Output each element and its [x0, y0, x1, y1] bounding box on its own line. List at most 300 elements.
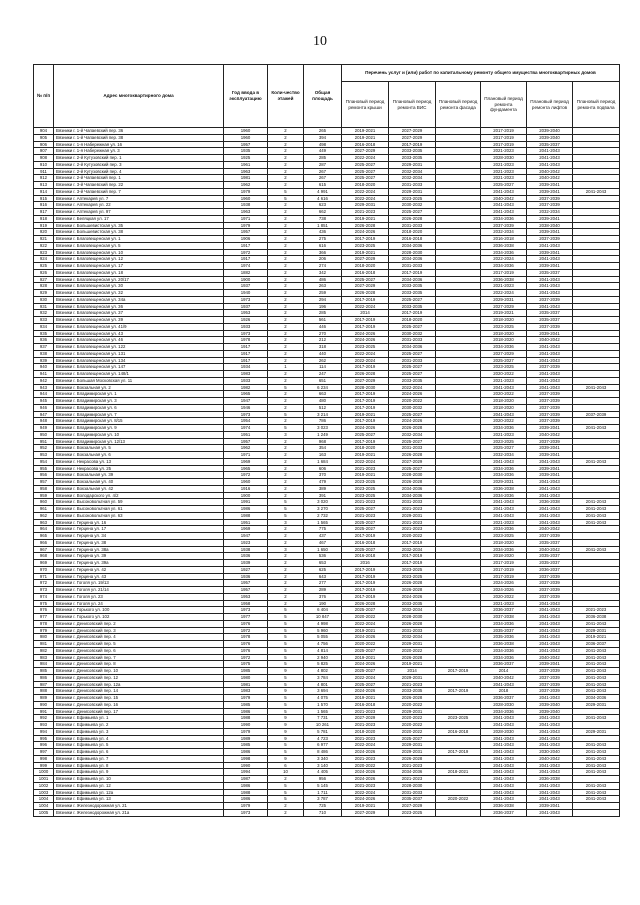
header-basement: Плановый период ремонта подвала — [573, 82, 620, 128]
cell-basement: 2041-2043 — [573, 789, 620, 796]
cell-area: 391 — [304, 492, 342, 499]
cell-vis: 2033-2035 — [389, 377, 436, 384]
cell-address: Вязники г. Владимирская ул. 3 — [54, 398, 224, 405]
cell-num: 970 — [34, 566, 54, 573]
cell-roof: 2016-2018 — [342, 141, 389, 148]
cell-lift: 2037-2039 — [527, 573, 573, 580]
cell-area: 738 — [304, 215, 342, 222]
cell-facade — [436, 425, 481, 432]
cell-num: 937 — [34, 344, 54, 351]
table-row — [34, 546, 620, 553]
cell-lift: 2041-2043 — [527, 290, 573, 297]
table-row — [34, 364, 620, 371]
cell-vis: 2025-2027 — [389, 438, 436, 445]
cell-facade — [436, 202, 481, 209]
cell-num: 976 — [34, 607, 54, 614]
cell-vis: 2021-2023 — [389, 506, 436, 513]
cell-address: Вязники г. Аптекарев ул. 7 — [54, 195, 224, 202]
cell-basement — [573, 357, 620, 364]
cell-num: 1004 — [34, 803, 54, 810]
cell-area: 4 723 — [304, 735, 342, 742]
table-row — [34, 344, 620, 351]
cell-basement — [573, 182, 620, 189]
cell-roof: 2025-2027 — [342, 431, 389, 438]
cell-basement — [573, 290, 620, 297]
cell-facade — [436, 371, 481, 378]
cell-num: 994 — [34, 728, 54, 735]
table-row — [34, 512, 620, 519]
cell-area: 376 — [304, 593, 342, 600]
cell-area: 3 340 — [304, 755, 342, 762]
cell-floors: 5 — [268, 634, 304, 641]
cell-floors: 9 — [268, 728, 304, 735]
cell-vis: 2022-2024 — [389, 384, 436, 391]
cell-floors: 2 — [268, 566, 304, 573]
cell-vis: 2026-2028 — [389, 654, 436, 661]
cell-foundation: 2017-2019 — [481, 573, 527, 580]
cell-area: 10 847 — [304, 614, 342, 621]
cell-num: 928 — [34, 283, 54, 290]
cell-floors: 2 — [268, 222, 304, 229]
cell-foundation: 2021-2023 — [481, 431, 527, 438]
cell-area: 4 998 — [304, 620, 342, 627]
cell-year: 1983 — [224, 371, 268, 378]
cell-vis: 2017-2019 — [389, 310, 436, 317]
table-row — [34, 236, 620, 243]
cell-year: 1979 — [224, 728, 268, 735]
table-row — [34, 438, 620, 445]
cell-year: 1988 — [224, 789, 268, 796]
cell-roof: 2027-2029 — [342, 283, 389, 290]
cell-area: 561 — [304, 317, 342, 324]
cell-vis: 2016-2018 — [389, 236, 436, 243]
cell-foundation: 2041-2043 — [481, 411, 527, 418]
cell-area: 5 145 — [304, 782, 342, 789]
cell-area: 5 960 — [304, 627, 342, 634]
cell-num: 995 — [34, 735, 54, 742]
cell-foundation: 2035-2037 — [481, 627, 527, 634]
cell-facade — [436, 614, 481, 621]
cell-num: 910 — [34, 161, 54, 168]
cell-address: Вязники г. 1-я Набережная ул. 16 — [54, 141, 224, 148]
cell-roof: 2017-2019 — [342, 587, 389, 594]
cell-roof: 2022-2024 — [342, 620, 389, 627]
cell-roof: 2023-2025 — [342, 242, 389, 249]
cell-year: 1990 — [224, 722, 268, 729]
cell-vis: 2028-2030 — [389, 472, 436, 479]
cell-vis: 2034-2036 — [389, 242, 436, 249]
cell-basement: 2041-2043 — [573, 384, 620, 391]
cell-roof: 2024-2026 — [342, 769, 389, 776]
cell-year: 1979 — [224, 803, 268, 810]
cell-lift: 2037-2039 — [527, 236, 573, 243]
cell-floors: 2 — [268, 803, 304, 810]
cell-roof: 2024-2026 — [342, 337, 389, 344]
cell-vis: 2029-2031 — [389, 708, 436, 715]
cell-basement — [573, 418, 620, 425]
cell-basement — [573, 485, 620, 492]
cell-address: Вязники г. Денисовский пер. 2 — [54, 620, 224, 627]
cell-num: 1000 — [34, 769, 54, 776]
cell-basement: 2041-2043 — [573, 458, 620, 465]
cell-area: 267 — [304, 168, 342, 175]
cell-foundation: 2021-2023 — [481, 377, 527, 384]
cell-num: 963 — [34, 519, 54, 526]
cell-basement: 2041-2043 — [573, 749, 620, 756]
cell-year: 1939 — [224, 560, 268, 567]
cell-address: Вязники г. Благовещенская ул. 148/1 — [54, 371, 224, 378]
cell-year: 1969 — [224, 458, 268, 465]
cell-lift: 2041-2043 — [527, 607, 573, 614]
cell-year: 1986 — [224, 782, 268, 789]
cell-vis: 2026-2028 — [389, 755, 436, 762]
table-row — [34, 742, 620, 749]
cell-facade — [436, 323, 481, 330]
cell-facade — [436, 242, 481, 249]
cell-year: 1979 — [224, 222, 268, 229]
cell-foundation: 2036-2038 — [481, 641, 527, 648]
cell-year: 1980 — [224, 674, 268, 681]
cell-area: 5 781 — [304, 728, 342, 735]
table-row — [34, 506, 620, 513]
cell-lift: 2037-2039 — [527, 323, 573, 330]
cell-vis: 2014 — [389, 668, 436, 675]
table-row — [34, 708, 620, 715]
cell-facade — [436, 526, 481, 533]
cell-area: 623 — [304, 202, 342, 209]
cell-num: 942 — [34, 377, 54, 384]
cell-foundation: 2032-2034 — [481, 229, 527, 236]
cell-area: 206 — [304, 256, 342, 263]
header-year: Год ввода в эксплуатацию — [224, 65, 268, 128]
cell-area: 7 731 — [304, 715, 342, 722]
table-row — [34, 796, 620, 803]
cell-roof: 2025-2027 — [342, 276, 389, 283]
cell-foundation: 2036-2038 — [481, 803, 527, 810]
cell-foundation: 2019-2021 — [481, 310, 527, 317]
cell-basement — [573, 492, 620, 499]
cell-num: 929 — [34, 290, 54, 297]
cell-floors: 5 — [268, 789, 304, 796]
cell-foundation: 2023-2025 — [481, 438, 527, 445]
table-row — [34, 681, 620, 688]
cell-floors: 3 — [268, 431, 304, 438]
cell-year: 1976 — [224, 647, 268, 654]
cell-year: 1972 — [224, 654, 268, 661]
table-row — [34, 674, 620, 681]
cell-roof: 2024-2026 — [342, 688, 389, 695]
cell-year: 1976 — [224, 641, 268, 648]
cell-area: 247 — [304, 371, 342, 378]
cell-address: Вязники г. Благовещенская ул. 43 — [54, 330, 224, 337]
table-row — [34, 431, 620, 438]
cell-lift: 2041-2043 — [527, 600, 573, 607]
cell-num: 924 — [34, 256, 54, 263]
cell-roof: 2018-2020 — [342, 182, 389, 189]
cell-roof: 2019-2021 — [342, 803, 389, 810]
cell-lift: 2041-2043 — [527, 283, 573, 290]
cell-num: 948 — [34, 418, 54, 425]
table-row — [34, 479, 620, 486]
table-row — [34, 654, 620, 661]
table-row — [34, 668, 620, 675]
cell-address: Вязники г. Горького ул. 100 — [54, 607, 224, 614]
cell-roof: 2019-2021 — [342, 215, 389, 222]
cell-address: Вязники г. 2-й Чапаевский пер. 1 — [54, 175, 224, 182]
cell-year: 1985 — [224, 701, 268, 708]
cell-foundation: 2041-2043 — [481, 749, 527, 756]
cell-address: Вязники г. Ефимьева ул. 1 — [54, 715, 224, 722]
cell-lift: 2041-2043 — [527, 695, 573, 702]
cell-year: 1982 — [224, 384, 268, 391]
cell-num: 987 — [34, 681, 54, 688]
cell-basement — [573, 330, 620, 337]
cell-num: 974 — [34, 593, 54, 600]
cell-facade — [436, 404, 481, 411]
cell-roof: 2029-2031 — [342, 202, 389, 209]
cell-basement — [573, 587, 620, 594]
cell-facade — [436, 161, 481, 168]
cell-roof: 2022-2024 — [342, 195, 389, 202]
cell-lift: 2035-2037 — [527, 310, 573, 317]
cell-facade — [436, 479, 481, 486]
cell-lift: 2041-2043 — [527, 519, 573, 526]
cell-floors: 5 — [268, 499, 304, 506]
cell-address: Вязники г. Гоголя ул. 19/13 — [54, 580, 224, 587]
cell-num: 964 — [34, 526, 54, 533]
cell-lift: 2037-2039 — [527, 418, 573, 425]
cell-year: 1900 — [224, 492, 268, 499]
cell-lift: 2039-2040 — [527, 708, 573, 715]
cell-lift: 2039-2041 — [527, 425, 573, 432]
cell-facade — [436, 539, 481, 546]
cell-floors: 2 — [268, 337, 304, 344]
cell-lift: 2038-2040 — [527, 222, 573, 229]
cell-num: 955 — [34, 465, 54, 472]
cell-basement: 2041-2043 — [573, 755, 620, 762]
cell-year: 1934 — [224, 364, 268, 371]
cell-num: 966 — [34, 539, 54, 546]
cell-address: Вязники г. Ефимьева ул. 4 — [54, 735, 224, 742]
cell-lift: 2037-2039 — [527, 533, 573, 540]
cell-lift: 2040-2042 — [527, 337, 573, 344]
cell-vis: 2033-2035 — [389, 155, 436, 162]
cell-roof: 2020-2022 — [342, 762, 389, 769]
cell-lift: 2041-2043 — [527, 627, 573, 634]
cell-vis: 2018-2020 — [389, 229, 436, 236]
cell-year: 1957 — [224, 580, 268, 587]
cell-facade — [436, 782, 481, 789]
cell-basement — [573, 708, 620, 715]
cell-address: Вязники г. Гоголя ул. 23 — [54, 593, 224, 600]
cell-facade — [436, 506, 481, 513]
cell-floors: 5 — [268, 695, 304, 702]
cell-facade — [436, 776, 481, 783]
cell-area: 3 784 — [304, 674, 342, 681]
cell-roof: 2022-2024 — [342, 303, 389, 310]
cell-area: 479 — [304, 479, 342, 486]
cell-num: 968 — [34, 553, 54, 560]
cell-lift: 2035-2037 — [527, 539, 573, 546]
cell-facade — [436, 350, 481, 357]
cell-area: 3 020 — [304, 499, 342, 506]
cell-area: 263 — [304, 283, 342, 290]
cell-area: 285 — [304, 155, 342, 162]
cell-lift: 2037-2039 — [527, 404, 573, 411]
cell-vis: 2030-2032 — [389, 404, 436, 411]
cell-roof: 2027-2029 — [342, 809, 389, 816]
cell-area: 1 565 — [304, 519, 342, 526]
cell-basement: 2036-2037 — [573, 641, 620, 648]
cell-year: 1971 — [224, 452, 268, 459]
cell-lift: 2039-2041 — [527, 452, 573, 459]
cell-vis: 2034-2036 — [389, 769, 436, 776]
cell-year: 1900 — [224, 276, 268, 283]
cell-floors: 2 — [268, 303, 304, 310]
cell-year: 1927 — [224, 566, 268, 573]
cell-basement — [573, 229, 620, 236]
cell-num: 939 — [34, 357, 54, 364]
cell-basement: 2034-2036 — [573, 695, 620, 702]
cell-roof: 2022-2024 — [342, 458, 389, 465]
cell-year: 1987 — [224, 776, 268, 783]
cell-basement — [573, 303, 620, 310]
table-row — [34, 776, 620, 783]
table-row — [34, 276, 620, 283]
cell-facade — [436, 209, 481, 216]
cell-roof: 2025-2027 — [342, 519, 389, 526]
cell-facade — [436, 398, 481, 405]
cell-address: Вязники г. Благовещенская ул. 30 — [54, 283, 224, 290]
cell-num: 961 — [34, 506, 54, 513]
cell-area: 4 756 — [304, 641, 342, 648]
cell-floors: 9 — [268, 668, 304, 675]
cell-floors: 2 — [268, 526, 304, 533]
cell-num: 951 — [34, 438, 54, 445]
table-row — [34, 303, 620, 310]
cell-facade — [436, 310, 481, 317]
cell-roof: 2019-2021 — [342, 411, 389, 418]
cell-year: 1972 — [224, 249, 268, 256]
cell-foundation: 2035-2036 — [481, 634, 527, 641]
cell-facade — [436, 674, 481, 681]
cell-area: 196 — [304, 303, 342, 310]
cell-num: 922 — [34, 242, 54, 249]
cell-roof: 2027-2029 — [342, 148, 389, 155]
cell-address: Вязники г. Благовещенская ул. 46 — [54, 337, 224, 344]
cell-floors: 2 — [268, 452, 304, 459]
cell-floors: 5 — [268, 654, 304, 661]
cell-floors: 2 — [268, 276, 304, 283]
cell-floors: 2 — [268, 175, 304, 182]
cell-facade — [436, 627, 481, 634]
cell-lift: 2036-2037 — [527, 566, 573, 573]
cell-facade — [436, 431, 481, 438]
table-row — [34, 634, 620, 641]
cell-num: 977 — [34, 614, 54, 621]
cell-year: 1923 — [224, 539, 268, 546]
cell-address: Вязники г. Герцена ул. 16 — [54, 519, 224, 526]
cell-num: 916 — [34, 202, 54, 209]
cell-lift: 2041-2043 — [527, 303, 573, 310]
cell-area: 662 — [304, 209, 342, 216]
cell-floors: 2 — [268, 283, 304, 290]
cell-area: 394 — [304, 134, 342, 141]
cell-basement: 2041-2043 — [573, 674, 620, 681]
cell-basement: 2041-2043 — [573, 425, 620, 432]
cell-lift: 2041-2043 — [527, 242, 573, 249]
cell-vis: 2017-2019 — [389, 553, 436, 560]
cell-area: 486 — [304, 276, 342, 283]
cell-roof: 2017-2019 — [342, 418, 389, 425]
cell-floors: 9 — [268, 688, 304, 695]
cell-basement — [573, 553, 620, 560]
cell-area: 274 — [304, 263, 342, 270]
cell-year: 1951 — [224, 519, 268, 526]
cell-vis: 2019-2021 — [389, 661, 436, 668]
cell-area: 289 — [304, 587, 342, 594]
cell-lift: 2041-2043 — [527, 769, 573, 776]
table-row — [34, 290, 620, 297]
cell-floors: 2 — [268, 215, 304, 222]
cell-foundation: 2017-2019 — [481, 269, 527, 276]
cell-roof: 2024-2026 — [342, 796, 389, 803]
cell-vis: 2025-2027 — [389, 465, 436, 472]
cell-num: 938 — [34, 350, 54, 357]
cell-facade — [436, 580, 481, 587]
cell-floors: 5 — [268, 647, 304, 654]
cell-num: 930 — [34, 296, 54, 303]
cell-lift: 2039-2040 — [527, 701, 573, 708]
cell-facade — [436, 566, 481, 573]
cell-address: Вязники г. Денисовский пер. 7 — [54, 654, 224, 661]
cell-floors: 2 — [268, 182, 304, 189]
cell-area: 606 — [304, 465, 342, 472]
cell-roof: 2017-2019 — [342, 317, 389, 324]
cell-area: 4 991 — [304, 188, 342, 195]
cell-area: 625 — [304, 566, 342, 573]
table-row — [34, 722, 620, 729]
cell-floors: 2 — [268, 587, 304, 594]
cell-basement — [573, 377, 620, 384]
cell-lift: 2037-2039 — [527, 580, 573, 587]
cell-facade — [436, 357, 481, 364]
table-row — [34, 242, 620, 249]
cell-num: 950 — [34, 431, 54, 438]
cell-basement — [573, 296, 620, 303]
table-row — [34, 229, 620, 236]
cell-floors: 5 — [268, 411, 304, 418]
cell-foundation: 2021-2023 — [481, 161, 527, 168]
cell-area: 440 — [304, 350, 342, 357]
cell-area: 10 261 — [304, 722, 342, 729]
cell-lift: 2039-2040 — [527, 134, 573, 141]
cell-basement — [573, 472, 620, 479]
cell-basement: 2041-2043 — [573, 688, 620, 695]
table-row — [34, 755, 620, 762]
cell-lift: 2032-2034 — [527, 209, 573, 216]
cell-address: Вязники г. Владимирская ул. 1 — [54, 391, 224, 398]
cell-foundation: 2021-2023 — [481, 283, 527, 290]
cell-num: 979 — [34, 627, 54, 634]
cell-foundation: 2041-2043 — [481, 506, 527, 513]
cell-vis: 2020-2022 — [389, 647, 436, 654]
cell-year: 1983 — [224, 688, 268, 695]
table-row — [34, 809, 620, 816]
cell-num: 945 — [34, 398, 54, 405]
cell-foundation: 2034-2036 — [481, 620, 527, 627]
cell-area: 5 055 — [304, 634, 342, 641]
